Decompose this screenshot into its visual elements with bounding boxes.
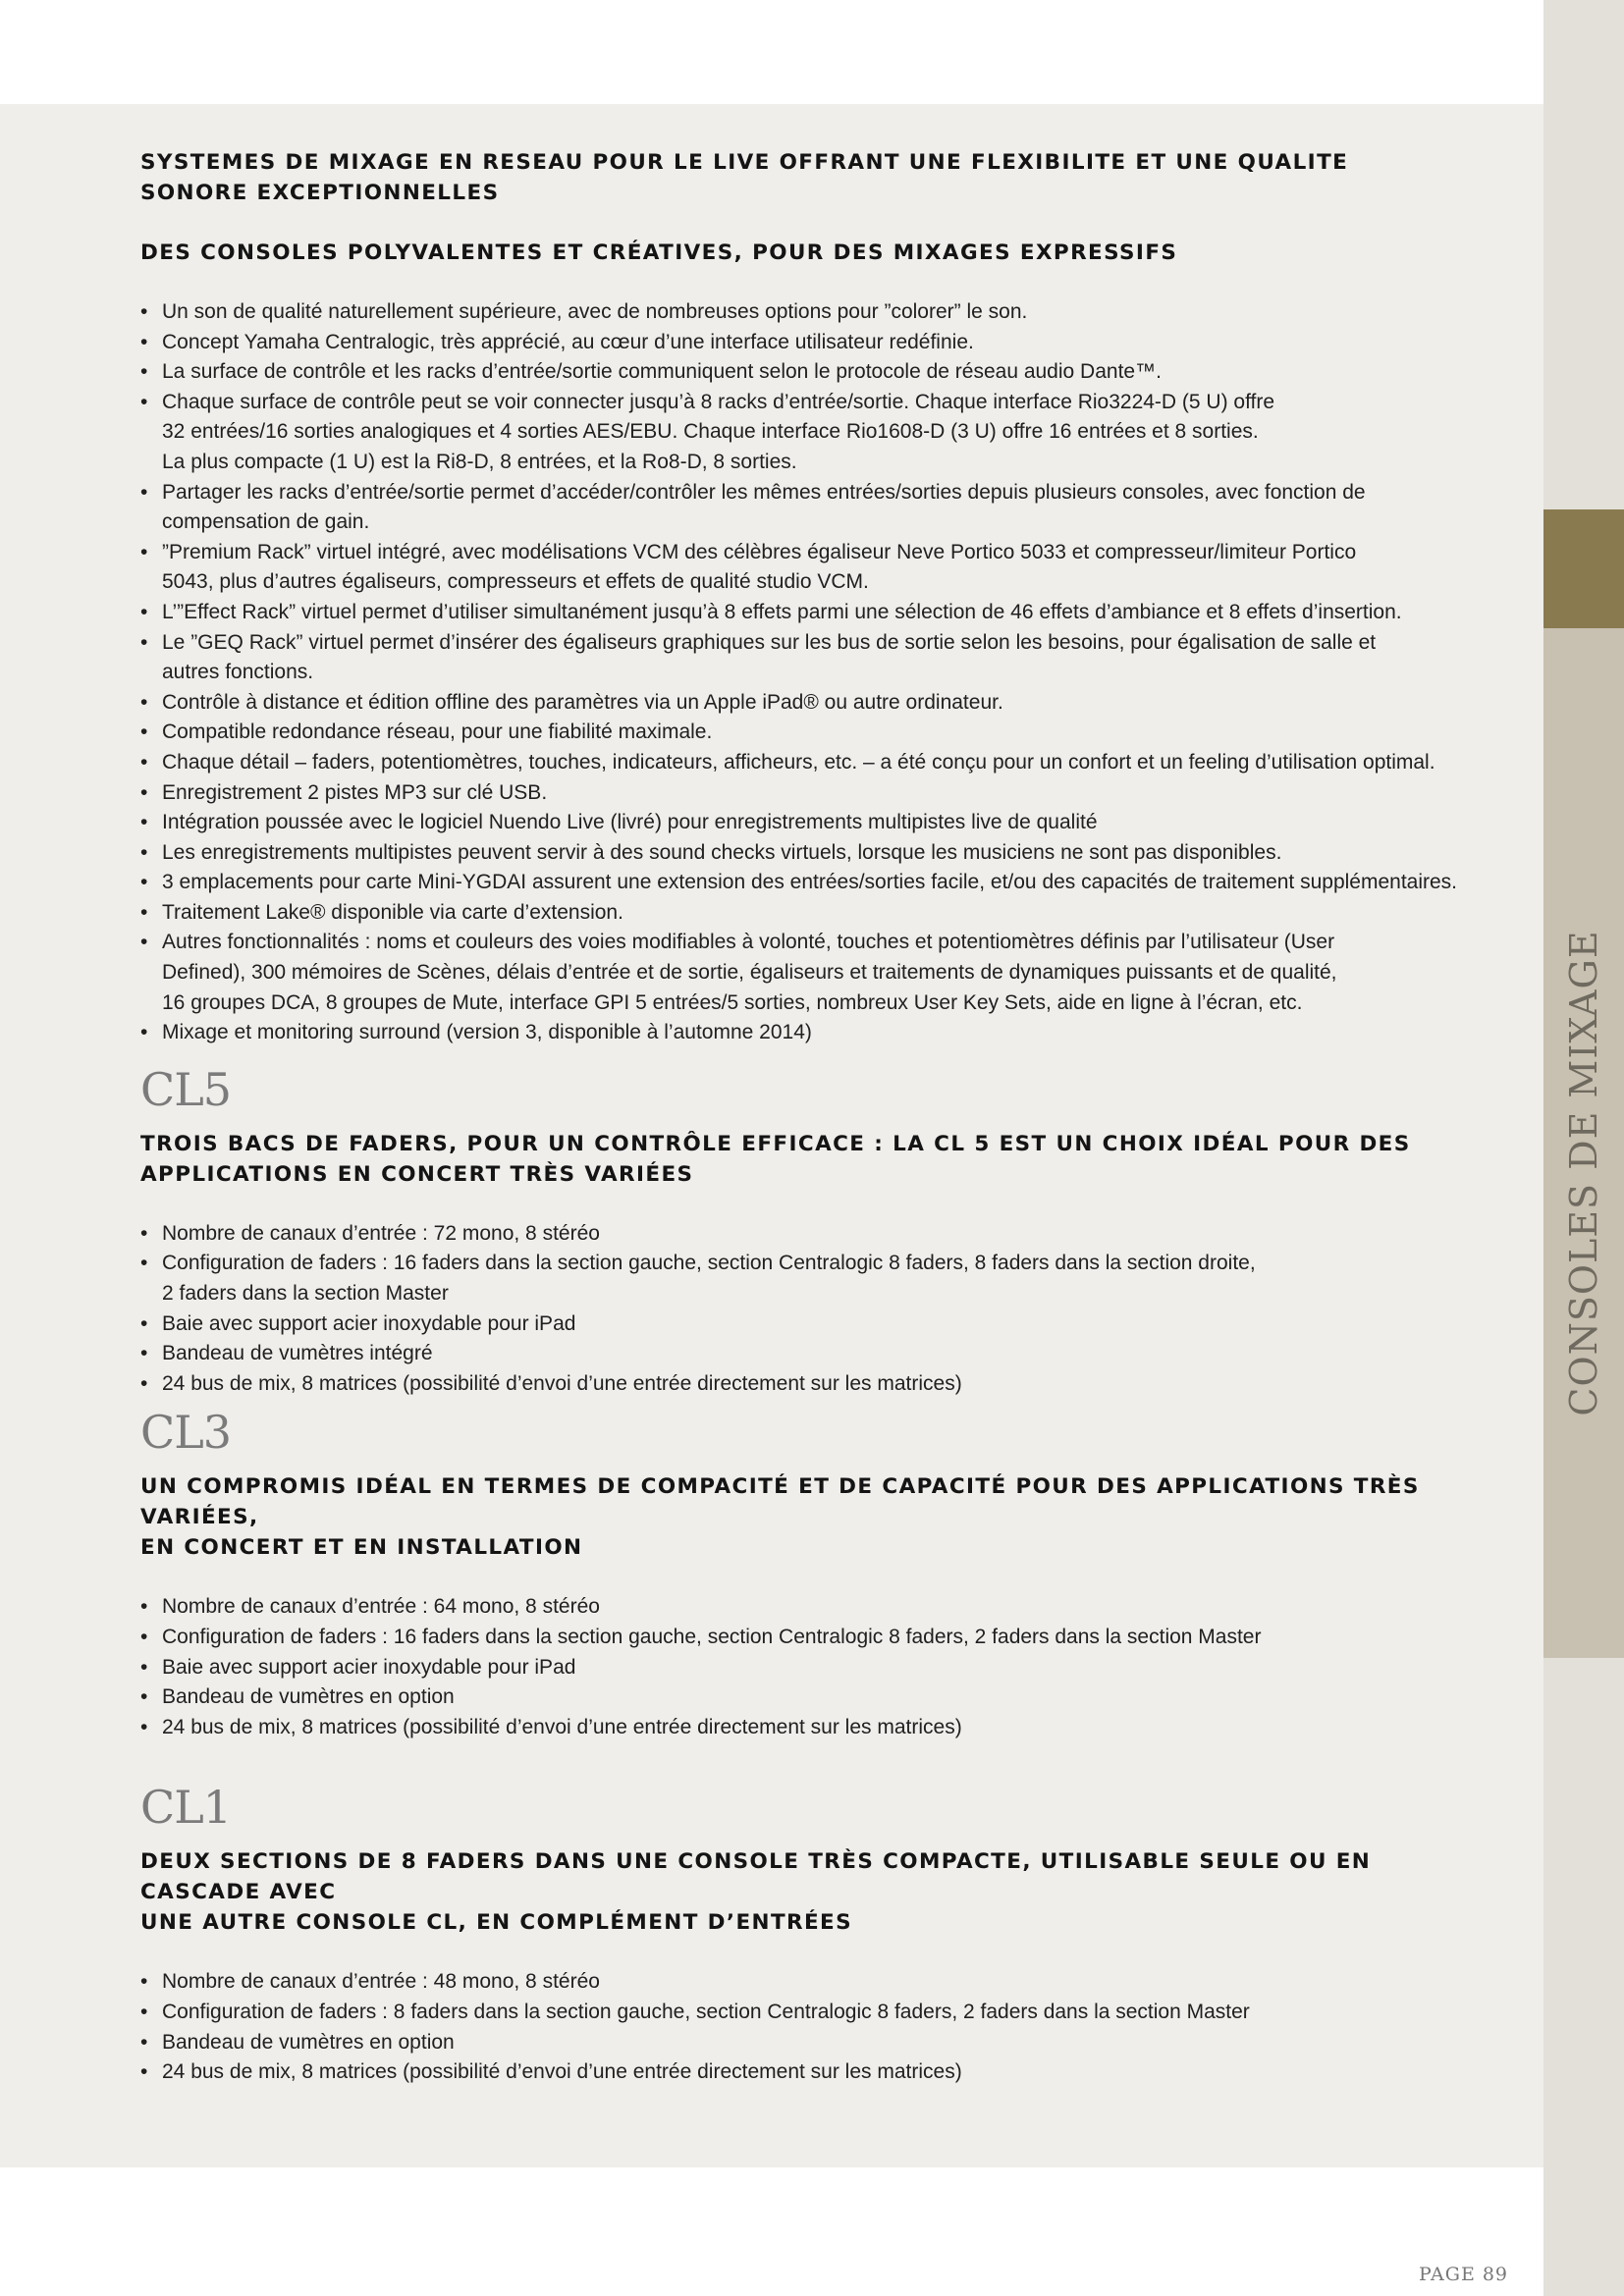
list-item: • Le ”GEQ Rack” virtuel permet d’insérer des égaliseurs graphiques sur les bus de sortie selon les besoins, pour égalisation de salle et autres fonctions.	[140, 628, 1490, 688]
model-cl5-section	[140, 1062, 1490, 1400]
list-item: • 24 bus de mix, 8 matrices (possibilité d’envoi d’une entrée directement sur les matrices)	[140, 1713, 1490, 1743]
list-item: • Intégration poussée avec le logiciel Nuendo Live (livré) pour enregistrements multipistes live de qualité	[140, 808, 1490, 838]
model-heading: DEUX SECTIONS DE 8 FADERS DANS UNE CONSOLE TRÈS COMPACTE, UTILISABLE SEULE OU EN CASCADE AVEC UNE AUTRE CONSOLE CL, EN COMPLÉMENT D’ENTRÉES	[140, 1849, 1372, 1936]
page-number: PAGE 89	[1419, 2264, 1509, 2285]
model-title: CL5	[140, 1062, 232, 1116]
model-heading: TROIS BACS DE FADERS, POUR UN CONTRÔLE EFFICACE : LA CL 5 EST UN CHOIX IDÉAL POUR DES APPLICATIONS EN CONCERT TRÈS VARIÉES	[140, 1131, 1411, 1187]
intro-subheading: DES CONSOLES POLYVALENTES ET CRÉATIVES, POUR DES MIXAGES EXPRESSIFS	[140, 240, 1178, 265]
list-item: • Les enregistrements multipistes peuvent servir à des sound checks virtuels, lorsque les musiciens ne sont pas disponibles.	[140, 838, 1490, 869]
list-item: • Configuration de faders : 16 faders dans la section gauche, section Centralogic 8 faders, 8 faders dans la section droite, 2 faders dans la section Master	[140, 1249, 1490, 1308]
list-item: • Nombre de canaux d’entrée : 72 mono, 8 stéréo	[140, 1219, 1490, 1250]
list-item: • ”Premium Rack” virtuel intégré, avec modélisations VCM des célèbres égaliseur Neve Portico 5033 et compresseur/limiteur Portico 5043, plus d’autres égaliseurs, compresseurs et effets de qualité studio VCM.	[140, 538, 1490, 598]
model-title: CL3	[140, 1406, 232, 1460]
model-title: CL1	[140, 1781, 232, 1835]
list-item: • Compatible redondance réseau, pour une fiabilité maximale.	[140, 718, 1490, 748]
list-item: • 24 bus de mix, 8 matrices (possibilité d’envoi d’une entrée directement sur les matrices)	[140, 2057, 1490, 2088]
list-item: • Mixage et monitoring surround (version 3, disponible à l’automne 2014)	[140, 1018, 1490, 1048]
model-bullet-list	[140, 1967, 1490, 2087]
side-accent-block	[1543, 509, 1624, 628]
list-item: • Un son de qualité naturellement supérieure, avec de nombreuses options pour ”colorer” le son.	[140, 297, 1490, 328]
list-item: • Contrôle à distance et édition offline des paramètres via un Apple iPad® ou autre ordinateur.	[140, 688, 1490, 719]
list-item: • Nombre de canaux d’entrée : 48 mono, 8 stéréo	[140, 1967, 1490, 1998]
list-item: • La surface de contrôle et les racks d’entrée/sortie communiquent selon le protocole de réseau audio Dante™.	[140, 357, 1490, 388]
list-item: • Bandeau de vumètres en option	[140, 1682, 1490, 1713]
list-item: • Chaque détail – faders, potentiomètres, touches, indicateurs, afficheurs, etc. – a été conçu pour un confort et un feeling d’utilisation optimal.	[140, 748, 1490, 778]
list-item: • Traitement Lake® disponible via carte d’extension.	[140, 898, 1490, 929]
list-item: • Configuration de faders : 16 faders dans la section gauche, section Centralogic 8 faders, 2 faders dans la section Master	[140, 1623, 1490, 1653]
list-item: • Nombre de canaux d’entrée : 64 mono, 8 stéréo	[140, 1592, 1490, 1623]
list-item: • Configuration de faders : 8 faders dans la section gauche, section Centralogic 8 faders, 2 faders dans la section Master	[140, 1998, 1490, 2028]
section-side-label: CONSOLES DE MIXAGE	[1562, 930, 1605, 1416]
list-item: • Partager les racks d’entrée/sortie permet d’accéder/contrôler les mêmes entrées/sorties depuis plusieurs consoles, avec fonction de compensation de gain.	[140, 478, 1490, 538]
list-item: • Concept Yamaha Centralogic, très apprécié, au cœur d’une interface utilisateur redéfinie.	[140, 328, 1490, 358]
list-item: • 3 emplacements pour carte Mini-YGDAI assurent une extension des entrées/sorties facile, et/ou des capacités de traitement supplémentaires.	[140, 868, 1490, 898]
intro-section	[140, 147, 1490, 1048]
list-item: • Bandeau de vumètres intégré	[140, 1339, 1490, 1369]
page-content	[140, 147, 1490, 2088]
model-bullet-list	[140, 1219, 1490, 1400]
list-item: • Chaque surface de contrôle peut se voir connecter jusqu’à 8 racks d’entrée/sortie. Chaque interface Rio3224-D (5 U) offre 32 entrées/16 sorties analogiques et 4 sorties AES/EBU. Chaque interface Rio1608-D (3 U) offre 16 entrées et 8 sorties. La plus compacte (1 U) est la Ri8-D, 8 entrées, et la Ro8-D, 8 sorties.	[140, 388, 1490, 478]
list-item: • Enregistrement 2 pistes MP3 sur clé USB.	[140, 778, 1490, 809]
list-item: • 24 bus de mix, 8 matrices (possibilité d’envoi d’une entrée directement sur les matrices)	[140, 1369, 1490, 1400]
list-item: • Baie avec support acier inoxydable pour iPad	[140, 1309, 1490, 1340]
list-item: • Bandeau de vumètres en option	[140, 2028, 1490, 2058]
intro-heading: SYSTEMES DE MIXAGE EN RESEAU POUR LE LIVE OFFRANT UNE FLEXIBILITE ET UNE QUALITE SONORE EXCEPTIONNELLES	[140, 150, 1349, 205]
model-bullet-list	[140, 1592, 1490, 1742]
intro-bullet-list	[140, 297, 1490, 1048]
model-cl1-section	[140, 1780, 1490, 2087]
model-cl3-section	[140, 1405, 1490, 1742]
list-item: • Autres fonctionnalités : noms et couleurs des voies modifiables à volonté, touches et potentiomètres définis par l’utilisateur (User Defined), 300 mémoires de Scènes, délais d’entrée et de sortie, égaliseurs et traitements de dynamiques puissants et de qualité, 16 groupes DCA, 8 groupes de Mute, interface GPI 5 entrées/5 sorties, nombreux User Key Sets, aide en ligne à l’écran, etc.	[140, 928, 1490, 1018]
model-heading: UN COMPROMIS IDÉAL EN TERMES DE COMPACITÉ ET DE CAPACITÉ POUR DES APPLICATIONS TRÈS VARIÉES, EN CONCERT ET EN INSTALLATION	[140, 1474, 1420, 1561]
list-item: • L’”Effect Rack” virtuel permet d’utiliser simultanément jusqu’à 8 effets parmi une sélection de 46 effets d’ambiance et 8 effets d’insertion.	[140, 598, 1490, 628]
list-item: • Baie avec support acier inoxydable pour iPad	[140, 1653, 1490, 1683]
